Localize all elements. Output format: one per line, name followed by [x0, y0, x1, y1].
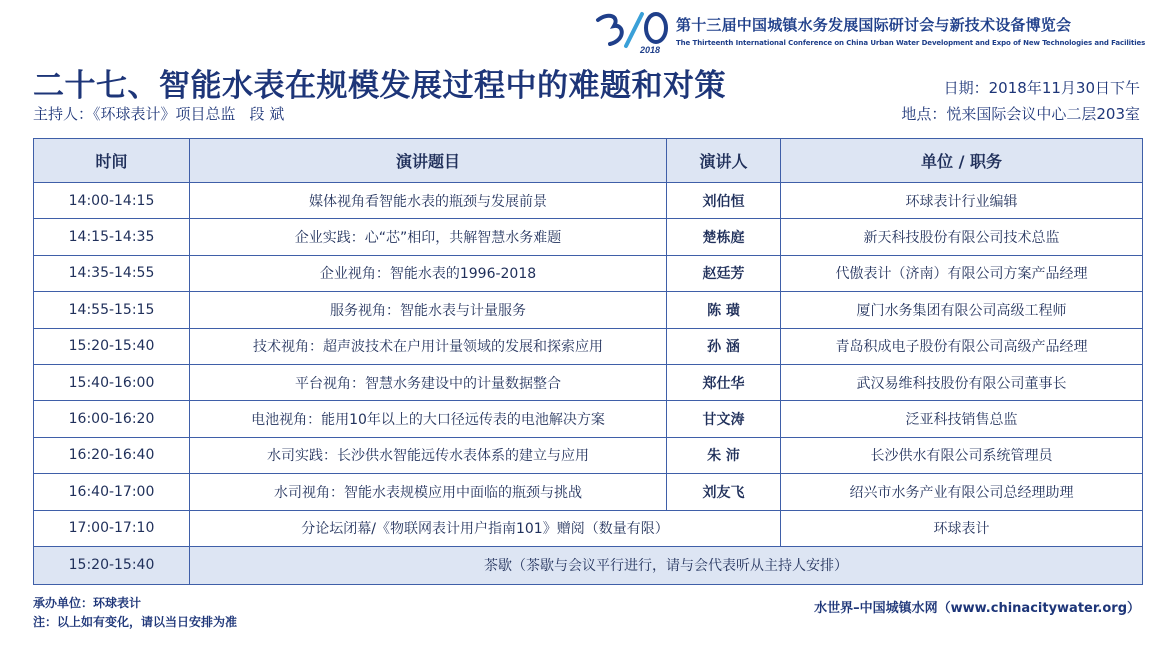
- cell-org: 环球表计: [781, 510, 1143, 546]
- cell-org: 代傲表计（济南）有限公司方案产品经理: [781, 255, 1143, 291]
- cell-topic: 水司实践：长沙供水智能远传水表体系的建立与应用: [190, 437, 667, 473]
- cell-time: 14:35-14:55: [34, 255, 190, 291]
- cell-org: 厦门水务集团有限公司高级工程师: [781, 292, 1143, 328]
- cell-speaker: 孙 涵: [667, 328, 781, 364]
- cell-org: 绍兴市水务产业有限公司总经理助理: [781, 474, 1143, 510]
- table-row: [34, 401, 1143, 437]
- cell-topic: 水司视角：智能水表规模应用中面临的瓶颈与挑战: [190, 474, 667, 510]
- conference-logo: [592, 6, 672, 56]
- cell-speaker: 刘友飞: [667, 474, 781, 510]
- cell-org: 环球表计行业编辑: [781, 183, 1143, 219]
- cell-topic: 企业实践：心“芯”相印，共解智慧水务难题: [190, 219, 667, 255]
- cell-tea-break: 茶歇（茶歇与会议平行进行，请与会代表听从主持人安排）: [190, 546, 1143, 584]
- svg-text:2018: 2018: [640, 45, 661, 55]
- cell-speaker: 甘文涛: [667, 401, 781, 437]
- tea-break-row: [34, 546, 1143, 584]
- website-credit: 水世界–中国城镇水网（www.chinacitywater.org）: [814, 601, 1140, 616]
- conference-name-en: The Thirteenth International Conference on China Urban Water Development and Expo of New Technologies and Facilities: [676, 39, 1146, 47]
- conference-name-cn: 第十三届中国城镇水务发展国际研讨会与新技术设备博览会: [676, 16, 1072, 34]
- cell-topic: 企业视角：智能水表的1996-2018: [190, 255, 667, 291]
- agenda-table: [33, 138, 1143, 585]
- table-row: [34, 255, 1143, 291]
- cell-speaker: 赵廷芳: [667, 255, 781, 291]
- table-row: [34, 292, 1143, 328]
- organizer-note: 承办单位：环球表计: [33, 596, 142, 610]
- host-label: 主持人：《环球表计》项目总监: [33, 105, 236, 123]
- column-header-speaker: 演讲人: [667, 139, 781, 183]
- cell-time: 14:00-14:15: [34, 183, 190, 219]
- cell-topic: 媒体视角看智能水表的瓶颈与发展前景: [190, 183, 667, 219]
- cell-topic: 电池视角：能用10年以上的大口径远传表的电池解决方案: [190, 401, 667, 437]
- column-header-time: 时间: [34, 139, 190, 183]
- cell-time: 15:40-16:00: [34, 364, 190, 400]
- cell-time: 16:20-16:40: [34, 437, 190, 473]
- conference-name-block: [676, 14, 1168, 47]
- cell-time: 16:40-17:00: [34, 474, 190, 510]
- logo-mark-icon: [592, 6, 672, 56]
- cell-time: 15:20-15:40: [34, 328, 190, 364]
- cell-speaker: 陈 璜: [667, 292, 781, 328]
- cell-org: 泛亚科技销售总监: [781, 401, 1143, 437]
- cell-speaker: 刘伯恒: [667, 183, 781, 219]
- table-row: [34, 328, 1143, 364]
- cell-time: 14:15-14:35: [34, 219, 190, 255]
- cell-org: 长沙供水有限公司系统管理员: [781, 437, 1143, 473]
- column-header-topic: 演讲题目: [190, 139, 667, 183]
- table-header-row: [34, 139, 1143, 183]
- session-date: 日期：2018年11月30日下午: [943, 79, 1140, 97]
- table-row: [34, 219, 1143, 255]
- cell-time: 15:20-15:40: [34, 546, 190, 584]
- page-title: 二十七、智能水表在规模发展过程中的难题和对策: [33, 68, 726, 104]
- cell-speaker: 郑仕华: [667, 364, 781, 400]
- cell-speaker: 朱 沛: [667, 437, 781, 473]
- cell-speaker: 楚栋庭: [667, 219, 781, 255]
- footer-notes: [33, 594, 237, 632]
- cell-time: 14:55-15:15: [34, 292, 190, 328]
- cell-org: 新天科技股份有限公司技术总监: [781, 219, 1143, 255]
- cell-org: 武汉易维科技股份有限公司董事长: [781, 364, 1143, 400]
- closing-row: [34, 510, 1143, 546]
- host-line: [33, 103, 284, 124]
- table-row: [34, 364, 1143, 400]
- host-name: 段 斌: [249, 105, 285, 123]
- cell-topic: 技术视角：超声波技术在户用计量领域的发展和探索应用: [190, 328, 667, 364]
- cell-org: 青岛积成电子股份有限公司高级产品经理: [781, 328, 1143, 364]
- cell-topic: 服务视角：智能水表与计量服务: [190, 292, 667, 328]
- cell-time: 17:00-17:10: [34, 510, 190, 546]
- column-header-org: 单位 / 职务: [781, 139, 1143, 183]
- change-note: 注：以上如有变化，请以当日安排为准: [33, 615, 238, 629]
- table-row: [34, 183, 1143, 219]
- table-row: [34, 437, 1143, 473]
- cell-closing-topic: 分论坛闭幕/《物联网表计用户指南101》赠阅（数量有限）: [190, 510, 781, 546]
- cell-topic: 平台视角：智慧水务建设中的计量数据整合: [190, 364, 667, 400]
- cell-time: 16:00-16:20: [34, 401, 190, 437]
- session-place: 地点：悦来国际会议中心二层203室: [901, 105, 1140, 123]
- table-row: [34, 474, 1143, 510]
